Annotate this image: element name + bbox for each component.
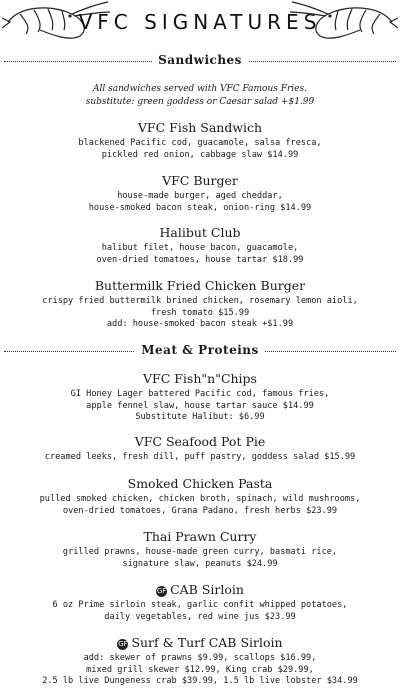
section-title: Sandwiches — [152, 53, 248, 67]
menu-item-smoked-chicken-pasta — [0, 476, 400, 517]
menu-item-surf-turf-cab-sirloin — [0, 635, 400, 688]
menu-item-vfc-fish-sandwich — [0, 120, 400, 161]
item-description: add: skewer of prawns $9.99, scallops $16.99, mixed grill skewer $12.99, King crab $29.99, 2.5 lb live Dungeness crab $39.99, 1.5 lb live lobster $34.99 — [42, 653, 358, 686]
menu-item-halibut-club — [0, 225, 400, 266]
menu-item-thai-prawn-curry — [0, 529, 400, 570]
sandwich-note: All sandwiches served with VFC Famous Fries. substitute: green goddess or Caesar salad +$1.99 — [85, 84, 315, 107]
section-header-meat-proteins — [0, 343, 400, 361]
menu-item-vfc-fish-n-chips — [0, 371, 400, 424]
menu-item-vfc-burger — [0, 173, 400, 214]
item-name: VFC Burger — [162, 173, 238, 188]
menu-item-cab-sirloin — [0, 582, 400, 623]
item-description: pulled smoked chicken, chicken broth, spinach, wild mushrooms, oven-dried tomatoes, Grana Padano, fresh herbs $23.99 — [39, 494, 361, 516]
item-name: CAB Sirloin — [170, 582, 244, 597]
item-description: 6 oz Prime sirloin steak, garlic confit whipped potatoes, daily vegetables, red wine jus $23.99 — [52, 600, 348, 622]
item-description: blackened Pacific cod, guacamole, salsa fresca, pickled red onion, cabbage slaw $14.99 — [78, 138, 322, 160]
page-title: VFC SIGNATURES — [78, 10, 322, 34]
item-description: house-made burger, aged cheddar, house-smoked bacon steak, onion-ring $14.99 — [88, 191, 312, 213]
item-name: VFC Seafood Pot Pie — [134, 434, 266, 449]
item-name: Surf & Turf CAB Sirloin — [131, 635, 283, 650]
gluten-free-badge-icon: GF — [156, 587, 167, 595]
item-description: halibut filet, house bacon, guacamole, oven-dried tomatoes, house tartar $18.99 — [96, 243, 304, 265]
menu-header — [0, 0, 400, 44]
gluten-free-badge-icon: GF — [118, 640, 128, 648]
item-name: Halibut Club — [159, 225, 241, 240]
item-name: Smoked Chicken Pasta — [127, 476, 273, 491]
item-name: VFC Fish"n"Chips — [143, 371, 257, 386]
item-description: crispy fried buttermilk brined chicken, rosemary lemon aioli, fresh tomato $15.99 add: house-smoked bacon steak +$1.99 — [42, 296, 358, 329]
item-name: VFC Fish Sandwich — [137, 120, 263, 135]
section-header-sandwiches — [0, 53, 400, 71]
section-title: Meat & Proteins — [135, 343, 265, 357]
item-name: Thai Prawn Curry — [143, 529, 257, 544]
item-description: creamed leeks, fresh dill, puff pastry, goddess salad $15.99 — [44, 452, 356, 462]
item-description: GI Honey Lager battered Pacific cod, famous fries, apple fennel slaw, house tartar sauce $14.99 Substitute Halibut: $6.99 — [70, 389, 330, 422]
menu-item-buttermilk-fried-chicken-burger — [0, 278, 400, 331]
item-name: Buttermilk Fried Chicken Burger — [94, 278, 306, 293]
menu-item-vfc-seafood-pot-pie — [0, 434, 400, 464]
shrimp-illustration-icon — [290, 0, 400, 44]
item-description: grilled prawns, house-made green curry, basmati rice, signature slaw, peanuts $24.99 — [62, 547, 338, 569]
